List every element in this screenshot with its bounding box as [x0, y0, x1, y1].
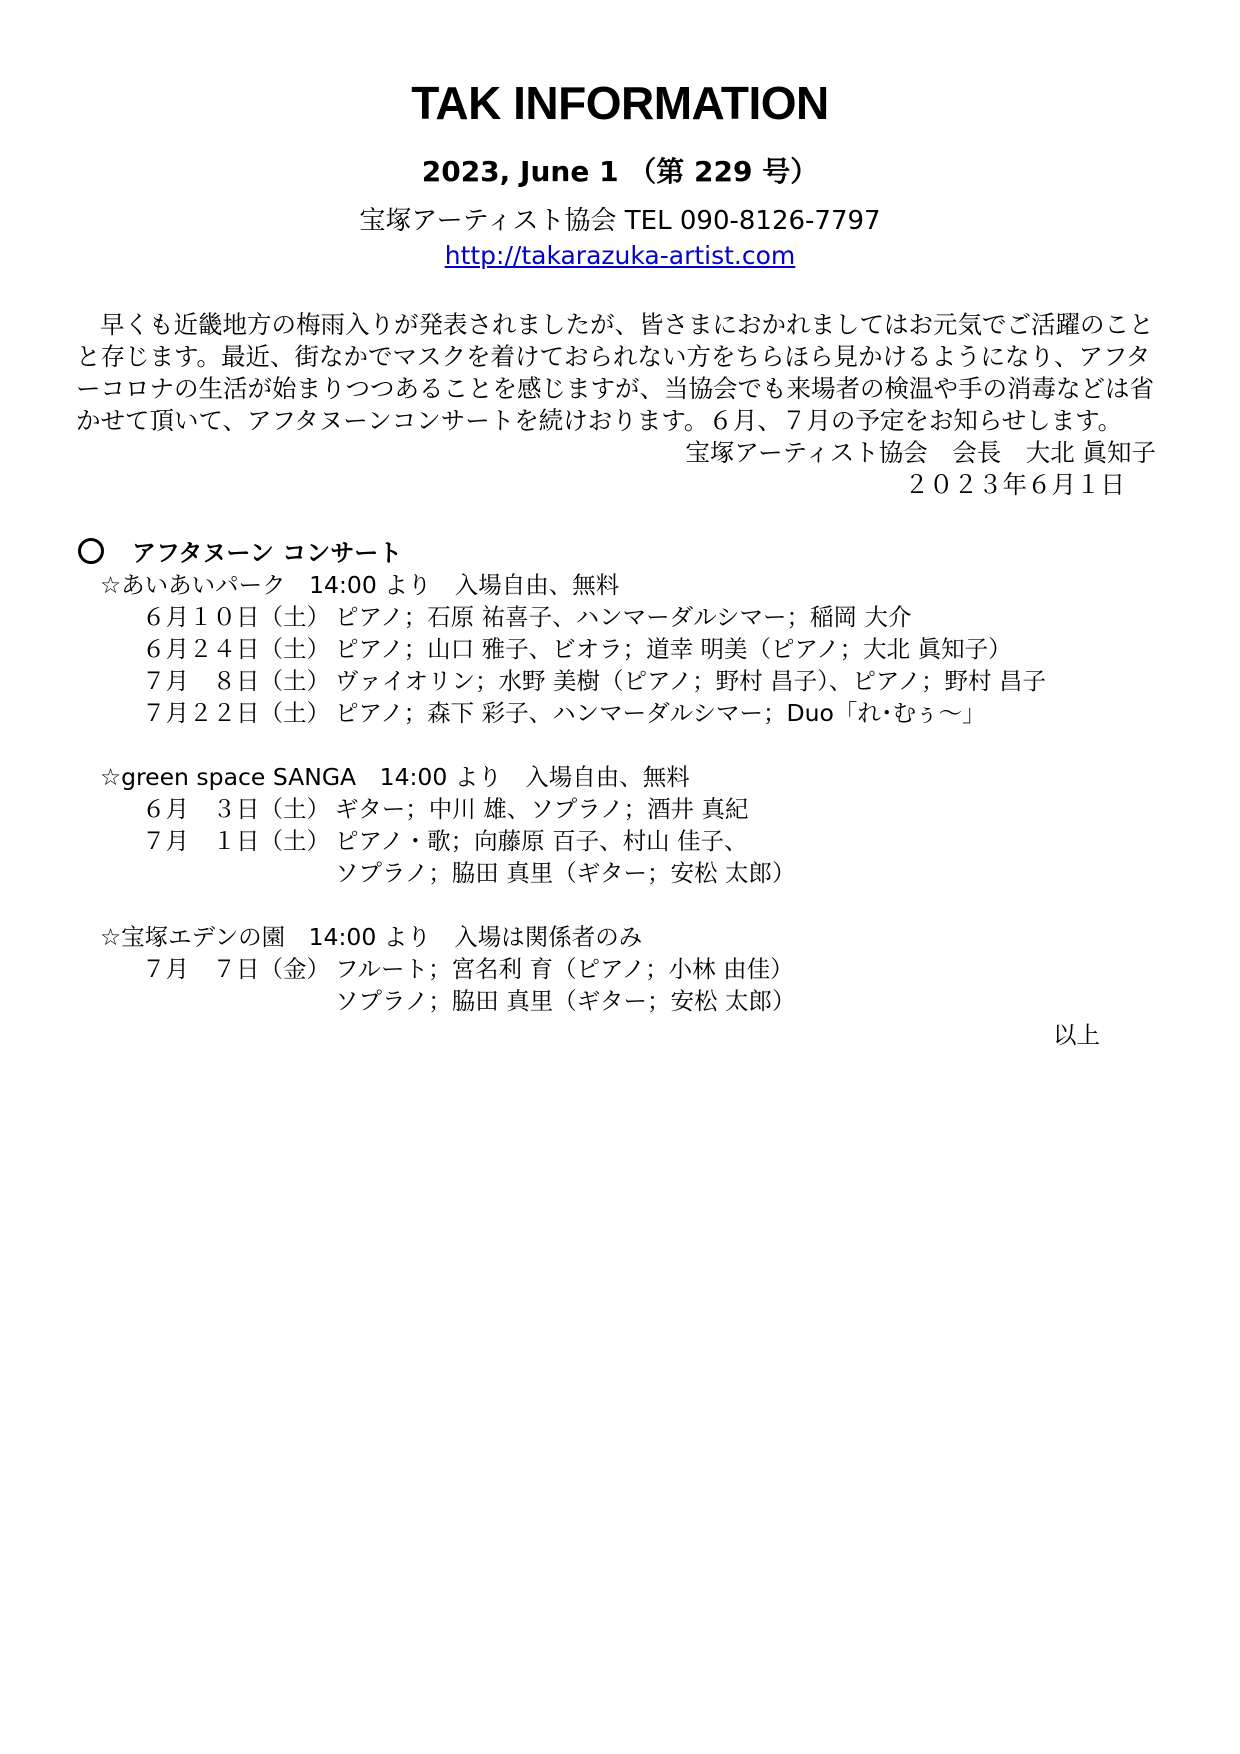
schedule-row — [142, 630, 1012, 664]
venue-eden-no-sono: ☆宝塚エデンの園 14:00 より 入場は関係者のみ — [100, 923, 643, 951]
row-performers: ソプラノ；脇田 真里（ギター；安松 太郎） — [335, 859, 796, 887]
concerts-heading — [78, 533, 402, 568]
row-performers: フルート；宮名利 育（ピアノ；小林 由佳） — [335, 955, 794, 983]
concerts-heading-text: アフタヌーン コンサート — [132, 539, 403, 567]
row-performers: ヴァイオリン；水野 美樹（ピアノ；野村 昌子）、ピアノ；野村 昌子 — [335, 667, 1046, 695]
row-date: ６月２４日（土） — [142, 635, 330, 663]
schedule-row — [142, 662, 1046, 696]
schedule-row — [142, 822, 748, 856]
row-performers: ピアノ；山口 雅子、ビオラ；道幸 明美（ピアノ；大北 眞知子） — [335, 635, 1012, 663]
venue-green-space-sanga: ☆green space SANGA 14:00 より 入場自由、無料 — [100, 763, 690, 791]
row-date: ７月２２日（土） — [142, 699, 330, 727]
intro-line-2: と存じます。最近、街なかでマスクを着けておられない方をちらほら見かけるようになり、アフタ — [76, 342, 1151, 371]
row-date: ７月 １日（土） — [142, 827, 330, 855]
intro-line-1: 早くも近畿地方の梅雨入りが発表されましたが、皆さまにおかれましてはお元気でご活躍のこと — [100, 310, 1154, 339]
schedule-row — [142, 982, 796, 1016]
row-performers: ピアノ；石原 祐喜子、ハンマーダルシマー；稲岡 大介 — [335, 603, 912, 631]
document-title: TAK INFORMATION — [411, 77, 829, 129]
row-date: ６月 ３日（土） — [142, 795, 330, 823]
row-date: ６月１０日（土） — [142, 603, 330, 631]
intro-line-4: かせて頂いて、アフタヌーンコンサートを続けおります。６月、７月の予定をお知らせします。 — [76, 406, 1123, 435]
website-link[interactable]: http://takarazuka-artist.com — [444, 241, 796, 270]
schedule-row — [142, 694, 986, 728]
row-performers: ギター；中川 雄、ソプラノ；酒井 真紀 — [335, 795, 749, 823]
organization-contact: 宝塚アーティスト協会 TEL 090-8126-7797 — [359, 206, 881, 236]
issue-date: 2023, June 1 （第 229 号） — [421, 155, 819, 188]
row-date: ７月 ７日（金） — [142, 955, 330, 983]
circle-bullet-icon — [78, 538, 104, 564]
row-performers: ソプラノ；脇田 真里（ギター；安松 太郎） — [335, 987, 796, 1015]
venue-aiai-park: ☆あいあいパーク 14:00 より 入場自由、無料 — [100, 571, 620, 599]
schedule-row — [142, 790, 749, 824]
intro-line-3: ーコロナの生活が始まりつつあることを感じますが、当協会でも来場者の検温や手の消毒などは省 — [76, 374, 1154, 403]
website-link-line — [0, 241, 1240, 270]
row-date: ７月 ８日（土） — [142, 667, 330, 695]
closing-remark: 以上 — [1053, 1021, 1100, 1049]
letter-date: ２０２３年６月１日 — [904, 470, 1125, 499]
schedule-row — [142, 950, 794, 984]
row-performers: ピアノ・歌；向藤原 百子、村山 佳子、 — [335, 827, 748, 855]
signature: 宝塚アーティスト協会 会長 大北 眞知子 — [685, 438, 1156, 467]
row-performers: ピアノ；森下 彩子、ハンマーダルシマー；Duo「れ･むぅ～」 — [335, 699, 986, 727]
schedule-row — [142, 854, 796, 888]
schedule-row — [142, 598, 911, 632]
